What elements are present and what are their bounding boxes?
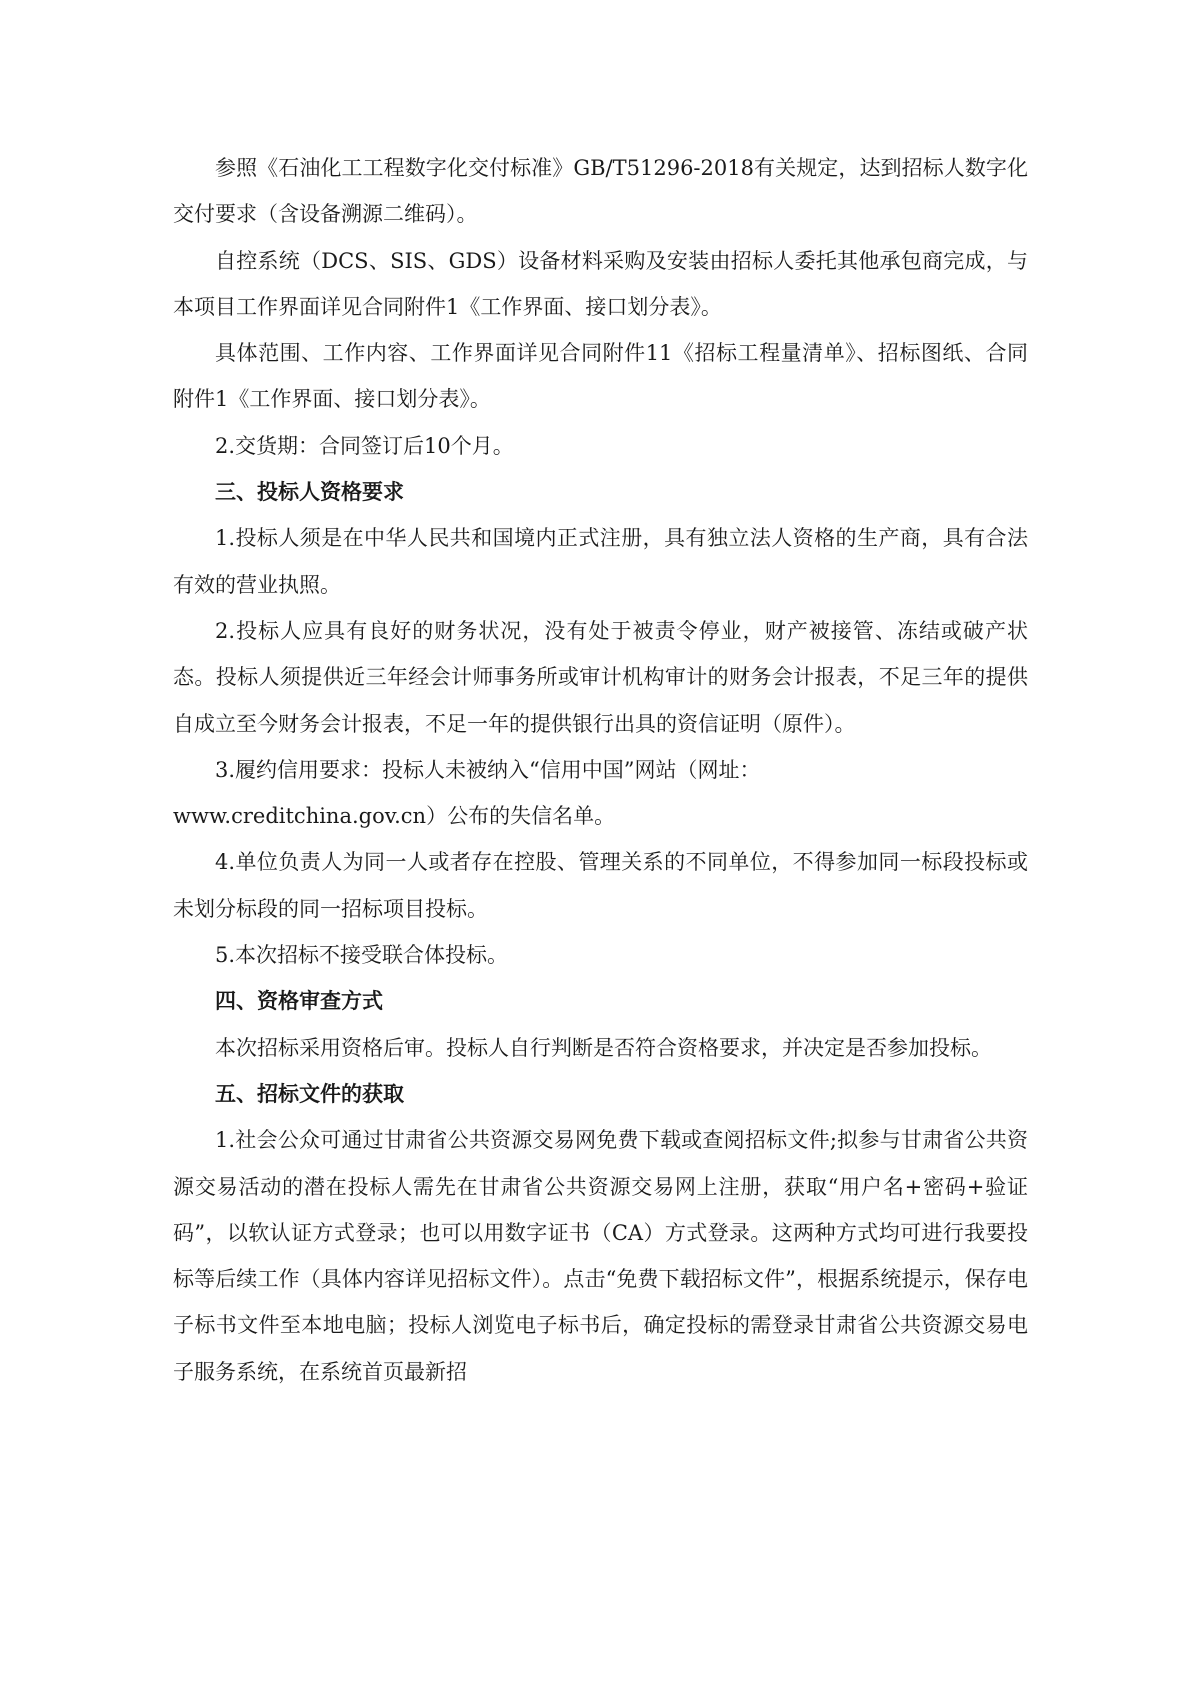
paragraph-qualification-2: 2.投标人应具有良好的财务状况，没有处于被责令停业，财产被接管、冻结或破产状态。投标人须提供近三年经会计师事务所或审计机构审计的财务会计报表，不足三年的提供自成立至今财务会计报表，不足一年的提供银行出具的资信证明（原件）。 xyxy=(173,618,1028,736)
section-heading-qualification: 三、投标人资格要求 xyxy=(215,480,404,505)
paragraph-scope: 具体范围、工作内容、工作界面详见合同附件11《招标工程量清单》、招标图纸、合同附件1《工作界面、接口划分表》。 xyxy=(173,341,1028,412)
paragraph-qualification-3-url: www.creditchina.gov.cn）公布的失信名单。 xyxy=(173,804,616,829)
paragraph-qualification-5: 5.本次招标不接受联合体投标。 xyxy=(215,943,509,968)
paragraph-qualification-4: 4.单位负责人为同一人或者存在控股、管理关系的不同单位，不得参加同一标段投标或未划分标段的同一招标项目投标。 xyxy=(173,850,1028,921)
paragraph-delivery-period: 2.交货期：合同签订后10个月。 xyxy=(215,433,514,458)
document-body xyxy=(173,145,1028,1395)
paragraph-obtain-documents-1: 1.社会公众可通过甘肃省公共资源交易网免费下载或查阅招标文件;拟参与甘肃省公共资源交易活动的潜在投标人需先在甘肃省公共资源交易网上注册，获取“用户名+密码+验证码”，以软认证方式登录；也可以用数字证书（CA）方式登录。这两种方式均可进行我要投标等后续工作（具体内容详见招标文件）。点击“免费下载招标文件”，根据系统提示，保存电子标书文件至本地电脑；投标人浏览电子标书后，确定投标的需登录甘肃省公共资源交易电子服务系统，在系统首页最新招 xyxy=(173,1128,1028,1384)
paragraph-qualification-1: 1.投标人须是在中华人民共和国境内正式注册，具有独立法人资格的生产商，具有合法有效的营业执照。 xyxy=(173,526,1028,597)
section-heading-review: 四、资格审查方式 xyxy=(215,989,383,1014)
paragraph-review: 本次招标采用资格后审。投标人自行判断是否符合资格要求，并决定是否参加投标。 xyxy=(215,1035,992,1060)
section-heading-obtain-documents: 五、招标文件的获取 xyxy=(215,1081,404,1106)
paragraph-control-system: 自控系统（DCS、SIS、GDS）设备材料采购及安装由招标人委托其他承包商完成，与本项目工作界面详见合同附件1《工作界面、接口划分表》。 xyxy=(173,248,1028,319)
paragraph-digital-delivery: 参照《石油化工工程数字化交付标准》GB/T51296-2018有关规定，达到招标人数字化交付要求（含设备溯源二维码）。 xyxy=(173,156,1028,227)
paragraph-qualification-3: 3.履约信用要求：投标人未被纳入“信用中国”网站（网址： xyxy=(215,757,761,782)
